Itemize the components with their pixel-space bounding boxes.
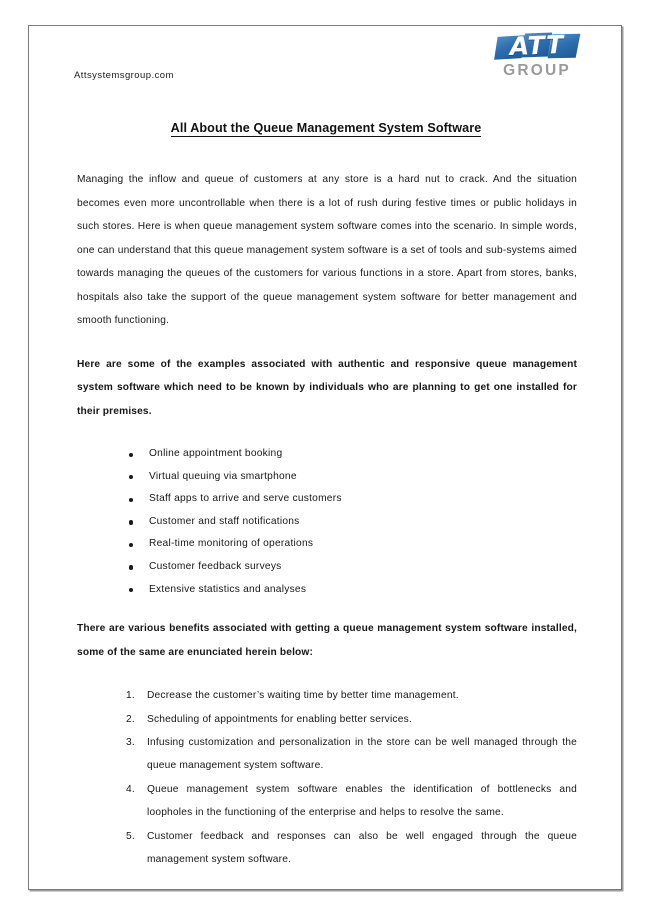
logo-wordmark-text: GROUP	[503, 62, 571, 79]
list-item: Customer feedback and responses can also be well engaged through the queue management system software.	[147, 830, 577, 865]
list-item: Online appointment booking	[77, 443, 577, 466]
document-page	[28, 25, 622, 890]
page-title-text: All About the Queue Management System Software	[170, 121, 482, 135]
list-item: Infusing customization and personalization in the store can be well managed through the queue management system software.	[147, 736, 577, 772]
list-item: Decrease the customer’s waiting time by better time management.	[147, 690, 459, 702]
benefits-numbered-list	[77, 684, 577, 871]
att-group-logo	[491, 31, 583, 87]
document-body	[77, 168, 577, 871]
logo-lettermark-text: ATT	[509, 30, 565, 61]
list-item: Real-time monitoring of operations	[77, 533, 577, 556]
list-item: Extensive statistics and analyses	[77, 579, 577, 602]
intro-paragraph: Managing the inflow and queue of customers at any store is a hard nut to crack. And the situation becomes even more uncontrollable when there is a lot of rush during festive times or public holidays in such stores. Here is when queue management system software comes into the scenario. In simple words, one can understand that this queue management system software is a set of tools and sub-systems aimed towards managing the queues of the customers for various functions in a store. Apart from stores, banks, hospitals also take the support of the queue management system software for better management and smooth functioning.	[77, 174, 577, 326]
list-item: Staff apps to arrive and serve customers	[77, 488, 577, 511]
page-title	[74, 121, 578, 135]
list-item: Virtual queuing via smartphone	[77, 466, 577, 489]
list-item: Scheduling of appointments for enabling better services.	[147, 713, 412, 725]
list-item: Customer feedback surveys	[77, 556, 577, 579]
benefits-lead-paragraph: There are various benefits associated with getting a queue management system software installed, some of the same are enunciated herein below:	[77, 623, 577, 658]
list-item: Queue management system software enables the identification of bottlenecks and loopholes in the functioning of the enterprise and helps to resolve the same.	[147, 783, 577, 819]
document-header	[29, 26, 621, 98]
examples-lead-paragraph: Here are some of the examples associated with authentic and responsive queue management system software which need to be known by individuals who are planning to get one installed for their premises.	[77, 358, 577, 417]
logo-mark	[494, 31, 580, 62]
site-url-text: Attsystemsgroup.com	[74, 70, 174, 81]
list-item: Customer and staff notifications	[77, 511, 577, 534]
examples-bullet-list	[77, 443, 577, 601]
